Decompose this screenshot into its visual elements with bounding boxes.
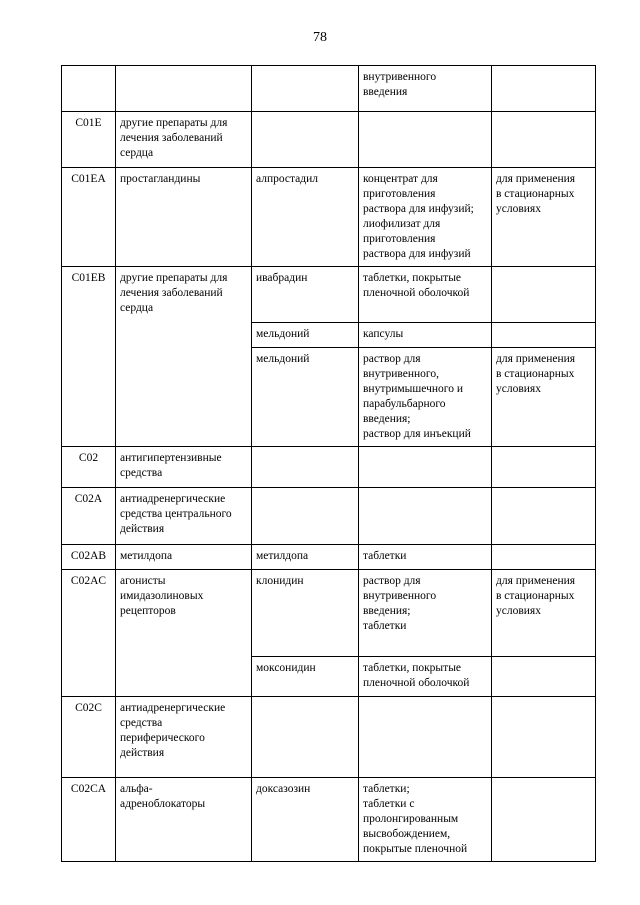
note-cell [492, 112, 596, 168]
form-cell [359, 778, 492, 862]
group-cell [116, 112, 252, 168]
form-line: таблетки; [363, 783, 410, 795]
atc-code-cell: C02AB [62, 545, 116, 570]
group-line: рецепторов [120, 605, 176, 617]
substance-cell [252, 66, 359, 112]
form-line: таблетки с [363, 798, 415, 810]
form-line: приготовления [363, 188, 436, 200]
note-cell [492, 488, 596, 545]
group-line: имидазолиновых [120, 590, 204, 602]
table-row [62, 488, 596, 545]
group-cell [116, 545, 252, 570]
form-cell [359, 697, 492, 778]
form-line: таблетки [363, 620, 407, 632]
group-cell [116, 697, 252, 778]
note-cell [492, 348, 596, 447]
form-line: раствор для [363, 575, 421, 587]
atc-code-cell: C02CA [62, 778, 116, 862]
group-line: агонисты [120, 575, 166, 587]
note-cell [492, 168, 596, 267]
group-line: простагландины [120, 173, 201, 185]
form-line: лиофилизат для [363, 218, 441, 230]
form-line: введения; [363, 413, 411, 425]
form-line: таблетки, покрытые [363, 272, 462, 284]
group-line: средства [120, 467, 163, 479]
form-line: приготовления [363, 233, 436, 245]
group-line: периферического [120, 732, 205, 744]
group-line: антиадренергические [120, 493, 226, 505]
substance-cell [252, 348, 359, 447]
form-cell [359, 168, 492, 267]
note-line: в стационарных [496, 368, 575, 380]
form-line: раствор для [363, 353, 421, 365]
form-line: пленочной оболочкой [363, 677, 470, 689]
substance-line: алпростадил [256, 173, 319, 185]
table-row [62, 778, 596, 862]
form-cell [359, 545, 492, 570]
group-line: средства [120, 717, 163, 729]
form-line: внутривенного [363, 71, 437, 83]
substance-line: доксазозин [256, 783, 311, 795]
note-line: для применения [496, 575, 576, 587]
table-row [62, 570, 596, 657]
group-line: антигипертензивные [120, 452, 222, 464]
group-line: метилдопа [120, 550, 173, 562]
atc-code-cell: C02AC [62, 570, 116, 697]
table-row [62, 66, 596, 112]
group-cell [116, 267, 252, 447]
form-line: раствор для инъекций [363, 428, 471, 440]
form-line: внутривенного [363, 590, 437, 602]
substance-line: мельдоний [256, 353, 310, 365]
form-cell [359, 348, 492, 447]
form-line: пролонгированным [363, 813, 459, 825]
form-line: таблетки, покрытые [363, 662, 462, 674]
page-number: 78 [313, 30, 327, 45]
form-line: парабульбарного [363, 398, 446, 410]
group-line: другие препараты для [120, 272, 228, 284]
form-line: раствора для инфузий; [363, 203, 474, 215]
table-row [62, 545, 596, 570]
note-line: в стационарных [496, 590, 575, 602]
group-line: лечения заболеваний [120, 132, 223, 144]
note-cell [492, 697, 596, 778]
group-line: альфа- [120, 783, 153, 795]
atc-code-cell [62, 66, 116, 112]
form-line: внутримышечного и [363, 383, 463, 395]
form-cell [359, 570, 492, 657]
substance-cell [252, 447, 359, 488]
group-line: адреноблокаторы [120, 798, 206, 810]
substance-cell [252, 657, 359, 697]
group-line: сердца [120, 302, 154, 314]
substance-cell [252, 323, 359, 348]
drug-table [61, 65, 596, 862]
group-cell [116, 168, 252, 267]
form-line: введения [363, 86, 408, 98]
group-line: лечения заболеваний [120, 287, 223, 299]
table-row [62, 697, 596, 778]
form-line: капсулы [363, 328, 404, 340]
substance-cell [252, 488, 359, 545]
form-cell [359, 112, 492, 168]
group-line: действия [120, 523, 165, 535]
note-line: для применения [496, 173, 576, 185]
form-cell [359, 267, 492, 323]
group-cell [116, 66, 252, 112]
atc-code-cell: C02A [62, 488, 116, 545]
form-cell [359, 66, 492, 112]
note-line: условиях [496, 605, 541, 617]
form-line: внутривенного, [363, 368, 439, 380]
form-line: высвобождением, [363, 828, 451, 840]
form-cell [359, 447, 492, 488]
substance-line: мельдоний [256, 328, 310, 340]
atc-code-cell: C01EA [62, 168, 116, 267]
table-row [62, 168, 596, 267]
substance-line: моксонидин [256, 662, 316, 674]
group-line: средства центрального [120, 508, 232, 520]
substance-cell [252, 570, 359, 657]
form-line: покрытые пленочной [363, 843, 468, 855]
table-row [62, 112, 596, 168]
table-row [62, 447, 596, 488]
substance-line: клонидин [256, 575, 304, 587]
form-line: концентрат для [363, 173, 438, 185]
form-line: введения; [363, 605, 411, 617]
form-line: пленочной оболочкой [363, 287, 470, 299]
group-cell [116, 447, 252, 488]
form-cell [359, 488, 492, 545]
note-cell [492, 66, 596, 112]
note-line: в стационарных [496, 188, 575, 200]
form-cell [359, 323, 492, 348]
form-line: раствора для инфузий [363, 248, 471, 260]
group-line: действия [120, 747, 165, 759]
note-cell [492, 570, 596, 657]
substance-cell [252, 267, 359, 323]
atc-code-cell: C02 [62, 447, 116, 488]
group-cell [116, 778, 252, 862]
group-line: другие препараты для [120, 117, 228, 129]
note-line: условиях [496, 383, 541, 395]
substance-cell [252, 112, 359, 168]
group-cell [116, 570, 252, 697]
note-cell [492, 545, 596, 570]
atc-code-cell: C01EB [62, 267, 116, 447]
note-cell [492, 447, 596, 488]
substance-line: ивабрадин [256, 272, 308, 284]
atc-code-cell: C01E [62, 112, 116, 168]
note-line: условиях [496, 203, 541, 215]
note-line: для применения [496, 353, 576, 365]
form-line: таблетки [363, 550, 407, 562]
table-row [62, 267, 596, 323]
note-cell [492, 657, 596, 697]
note-cell [492, 778, 596, 862]
atc-code-cell: C02C [62, 697, 116, 778]
group-line: антиадренергические [120, 702, 226, 714]
substance-cell [252, 545, 359, 570]
form-cell [359, 657, 492, 697]
substance-line: метилдопа [256, 550, 309, 562]
group-line: сердца [120, 147, 154, 159]
group-cell [116, 488, 252, 545]
substance-cell [252, 168, 359, 267]
substance-cell [252, 778, 359, 862]
note-cell [492, 267, 596, 323]
substance-cell [252, 697, 359, 778]
note-cell [492, 323, 596, 348]
